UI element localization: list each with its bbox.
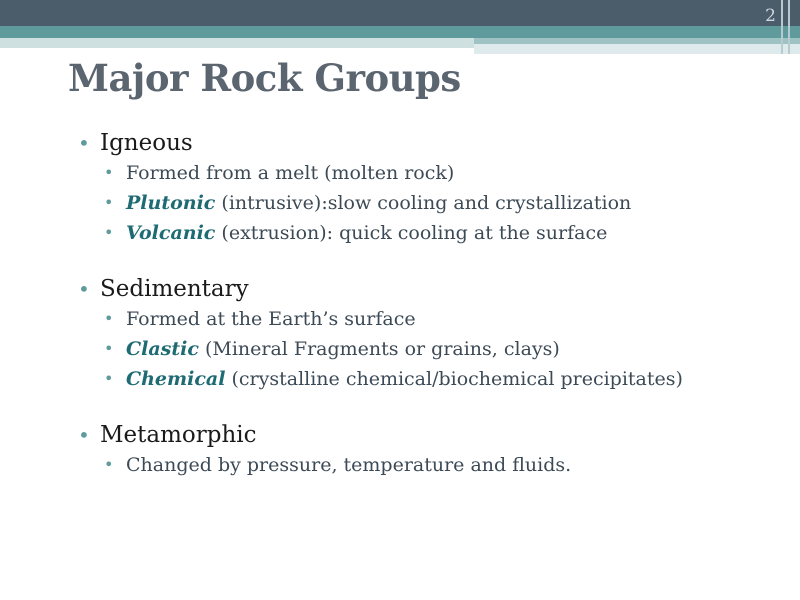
slide-number: 2 (765, 6, 776, 26)
header-teal-band (0, 26, 800, 38)
rock-group-metamorphic (78, 420, 768, 478)
item-term: Clastic (126, 338, 199, 360)
item-term: Plutonic (126, 192, 216, 214)
list-item (104, 160, 768, 186)
list-item (104, 190, 768, 216)
item-text: Changed by pressure, temperature and fluids. (126, 454, 572, 476)
header-divider-line (781, 0, 783, 54)
item-term: Chemical (126, 368, 226, 390)
list-item (104, 366, 768, 392)
item-text: (extrusion): quick cooling at the surface (215, 222, 608, 244)
item-term: Volcanic (126, 222, 216, 244)
rock-group-sedimentary (78, 274, 768, 392)
list-item (104, 306, 768, 332)
rock-group-igneous (78, 128, 768, 246)
item-text: (Mineral Fragments or grains, clays) (198, 338, 560, 360)
slide-content (78, 128, 768, 506)
group-heading: • Sedimentary (78, 274, 768, 304)
item-text: (crystalline chemical/biochemical precipitates) (225, 368, 683, 390)
group-heading: • Igneous (78, 128, 768, 158)
header-top-bar (0, 0, 800, 26)
item-text: (intrusive):slow cooling and crystallization (215, 192, 632, 214)
header-accent-band-light (474, 44, 800, 54)
slide-title: Major Rock Groups (68, 56, 461, 100)
header-divider-line (788, 0, 790, 54)
list-item (104, 336, 768, 362)
item-text: Formed from a melt (molten rock) (126, 162, 455, 184)
item-text: Formed at the Earth’s surface (126, 308, 416, 330)
list-item (104, 452, 768, 478)
list-item (104, 220, 768, 246)
group-heading: • Metamorphic (78, 420, 768, 450)
